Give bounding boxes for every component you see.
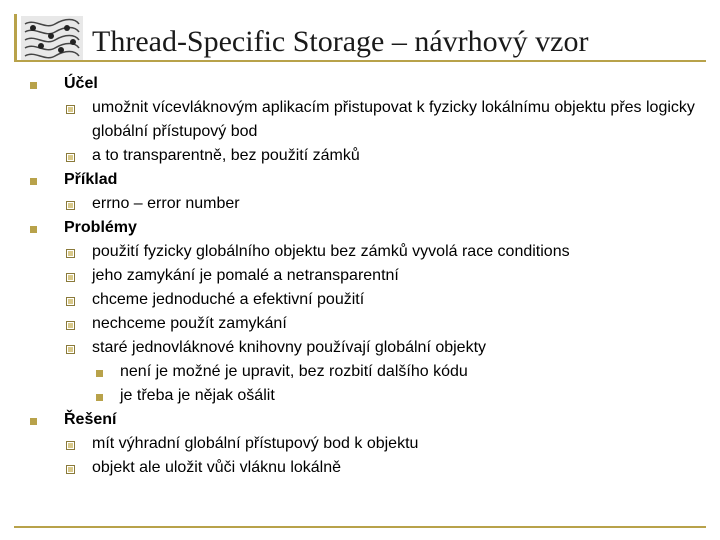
- bullet-text: Problémy: [64, 219, 137, 236]
- bullet-item-level-2: [30, 264, 700, 288]
- bullet-item-level-2: [30, 192, 700, 216]
- bullet-text: použití fyzicky globálního objektu bez zámků vyvolá race conditions: [92, 243, 570, 260]
- bullet-text: objekt ale uložit vůči vláknu lokálně: [92, 459, 342, 476]
- bullet-text: Řešení: [64, 411, 117, 428]
- bullet-text: errno – error number: [92, 195, 240, 212]
- hollow-square-bullet-icon: [66, 105, 75, 114]
- bullet-text: a to transparentně, bez použití zámků: [92, 147, 360, 164]
- bullet-item-level-3: [30, 360, 700, 384]
- square-bullet-icon: [96, 370, 103, 377]
- hollow-square-bullet-icon: [66, 441, 75, 450]
- gear-threads-logo-icon: [21, 16, 83, 60]
- bullet-text: mít výhradní globální přístupový bod k objektu: [92, 435, 419, 452]
- square-bullet-icon: [30, 178, 37, 185]
- square-bullet-icon: [96, 394, 103, 401]
- bullet-text: není je možné je upravit, bez rozbití dalšího kódu: [120, 363, 468, 380]
- hollow-square-bullet-icon: [66, 321, 75, 330]
- bullet-item-level-2: [30, 240, 700, 264]
- bullet-text: Příklad: [64, 171, 118, 188]
- square-bullet-icon: [30, 418, 37, 425]
- bullet-item-level-2: [30, 96, 700, 144]
- hollow-square-bullet-icon: [66, 273, 75, 282]
- hollow-square-bullet-icon: [66, 249, 75, 258]
- bullet-text: chceme jednoduché a efektivní použití: [92, 291, 365, 308]
- bullet-text: umožnit vícevláknovým aplikacím přistupovat k fyzicky lokálnímu objektu přes logicky globální přístupový bod: [92, 99, 695, 140]
- bullet-item-level-1: [30, 72, 700, 96]
- bullet-item-level-2: [30, 288, 700, 312]
- bullet-item-level-2: [30, 144, 700, 168]
- hollow-square-bullet-icon: [66, 201, 75, 210]
- bullet-text: jeho zamykání je pomalé a netransparentní: [92, 267, 399, 284]
- bullet-item-level-3: [30, 384, 700, 408]
- bullet-item-level-2: [30, 336, 700, 360]
- hollow-square-bullet-icon: [66, 153, 75, 162]
- hollow-square-bullet-icon: [66, 297, 75, 306]
- hollow-square-bullet-icon: [66, 345, 75, 354]
- bullet-item-level-1: [30, 168, 700, 192]
- bullet-text: je třeba je nějak ošálit: [120, 387, 275, 404]
- title-divider: [14, 60, 706, 62]
- square-bullet-icon: [30, 226, 37, 233]
- bullet-list: [30, 72, 700, 480]
- footer-divider: [14, 526, 706, 528]
- bullet-item-level-2: [30, 456, 700, 480]
- square-bullet-icon: [30, 82, 37, 89]
- bullet-item-level-2: [30, 312, 700, 336]
- bullet-item-level-2: [30, 432, 700, 456]
- bullet-item-level-1: [30, 408, 700, 432]
- slide-title: Thread-Specific Storage – návrhový vzor: [92, 25, 589, 58]
- bullet-text: staré jednovláknové knihovny používají globální objekty: [92, 339, 487, 356]
- bullet-text: Účel: [64, 75, 98, 92]
- bullet-item-level-1: [30, 216, 700, 240]
- slide-logo: [14, 14, 84, 62]
- hollow-square-bullet-icon: [66, 465, 75, 474]
- bullet-text: nechceme použít zamykání: [92, 315, 287, 332]
